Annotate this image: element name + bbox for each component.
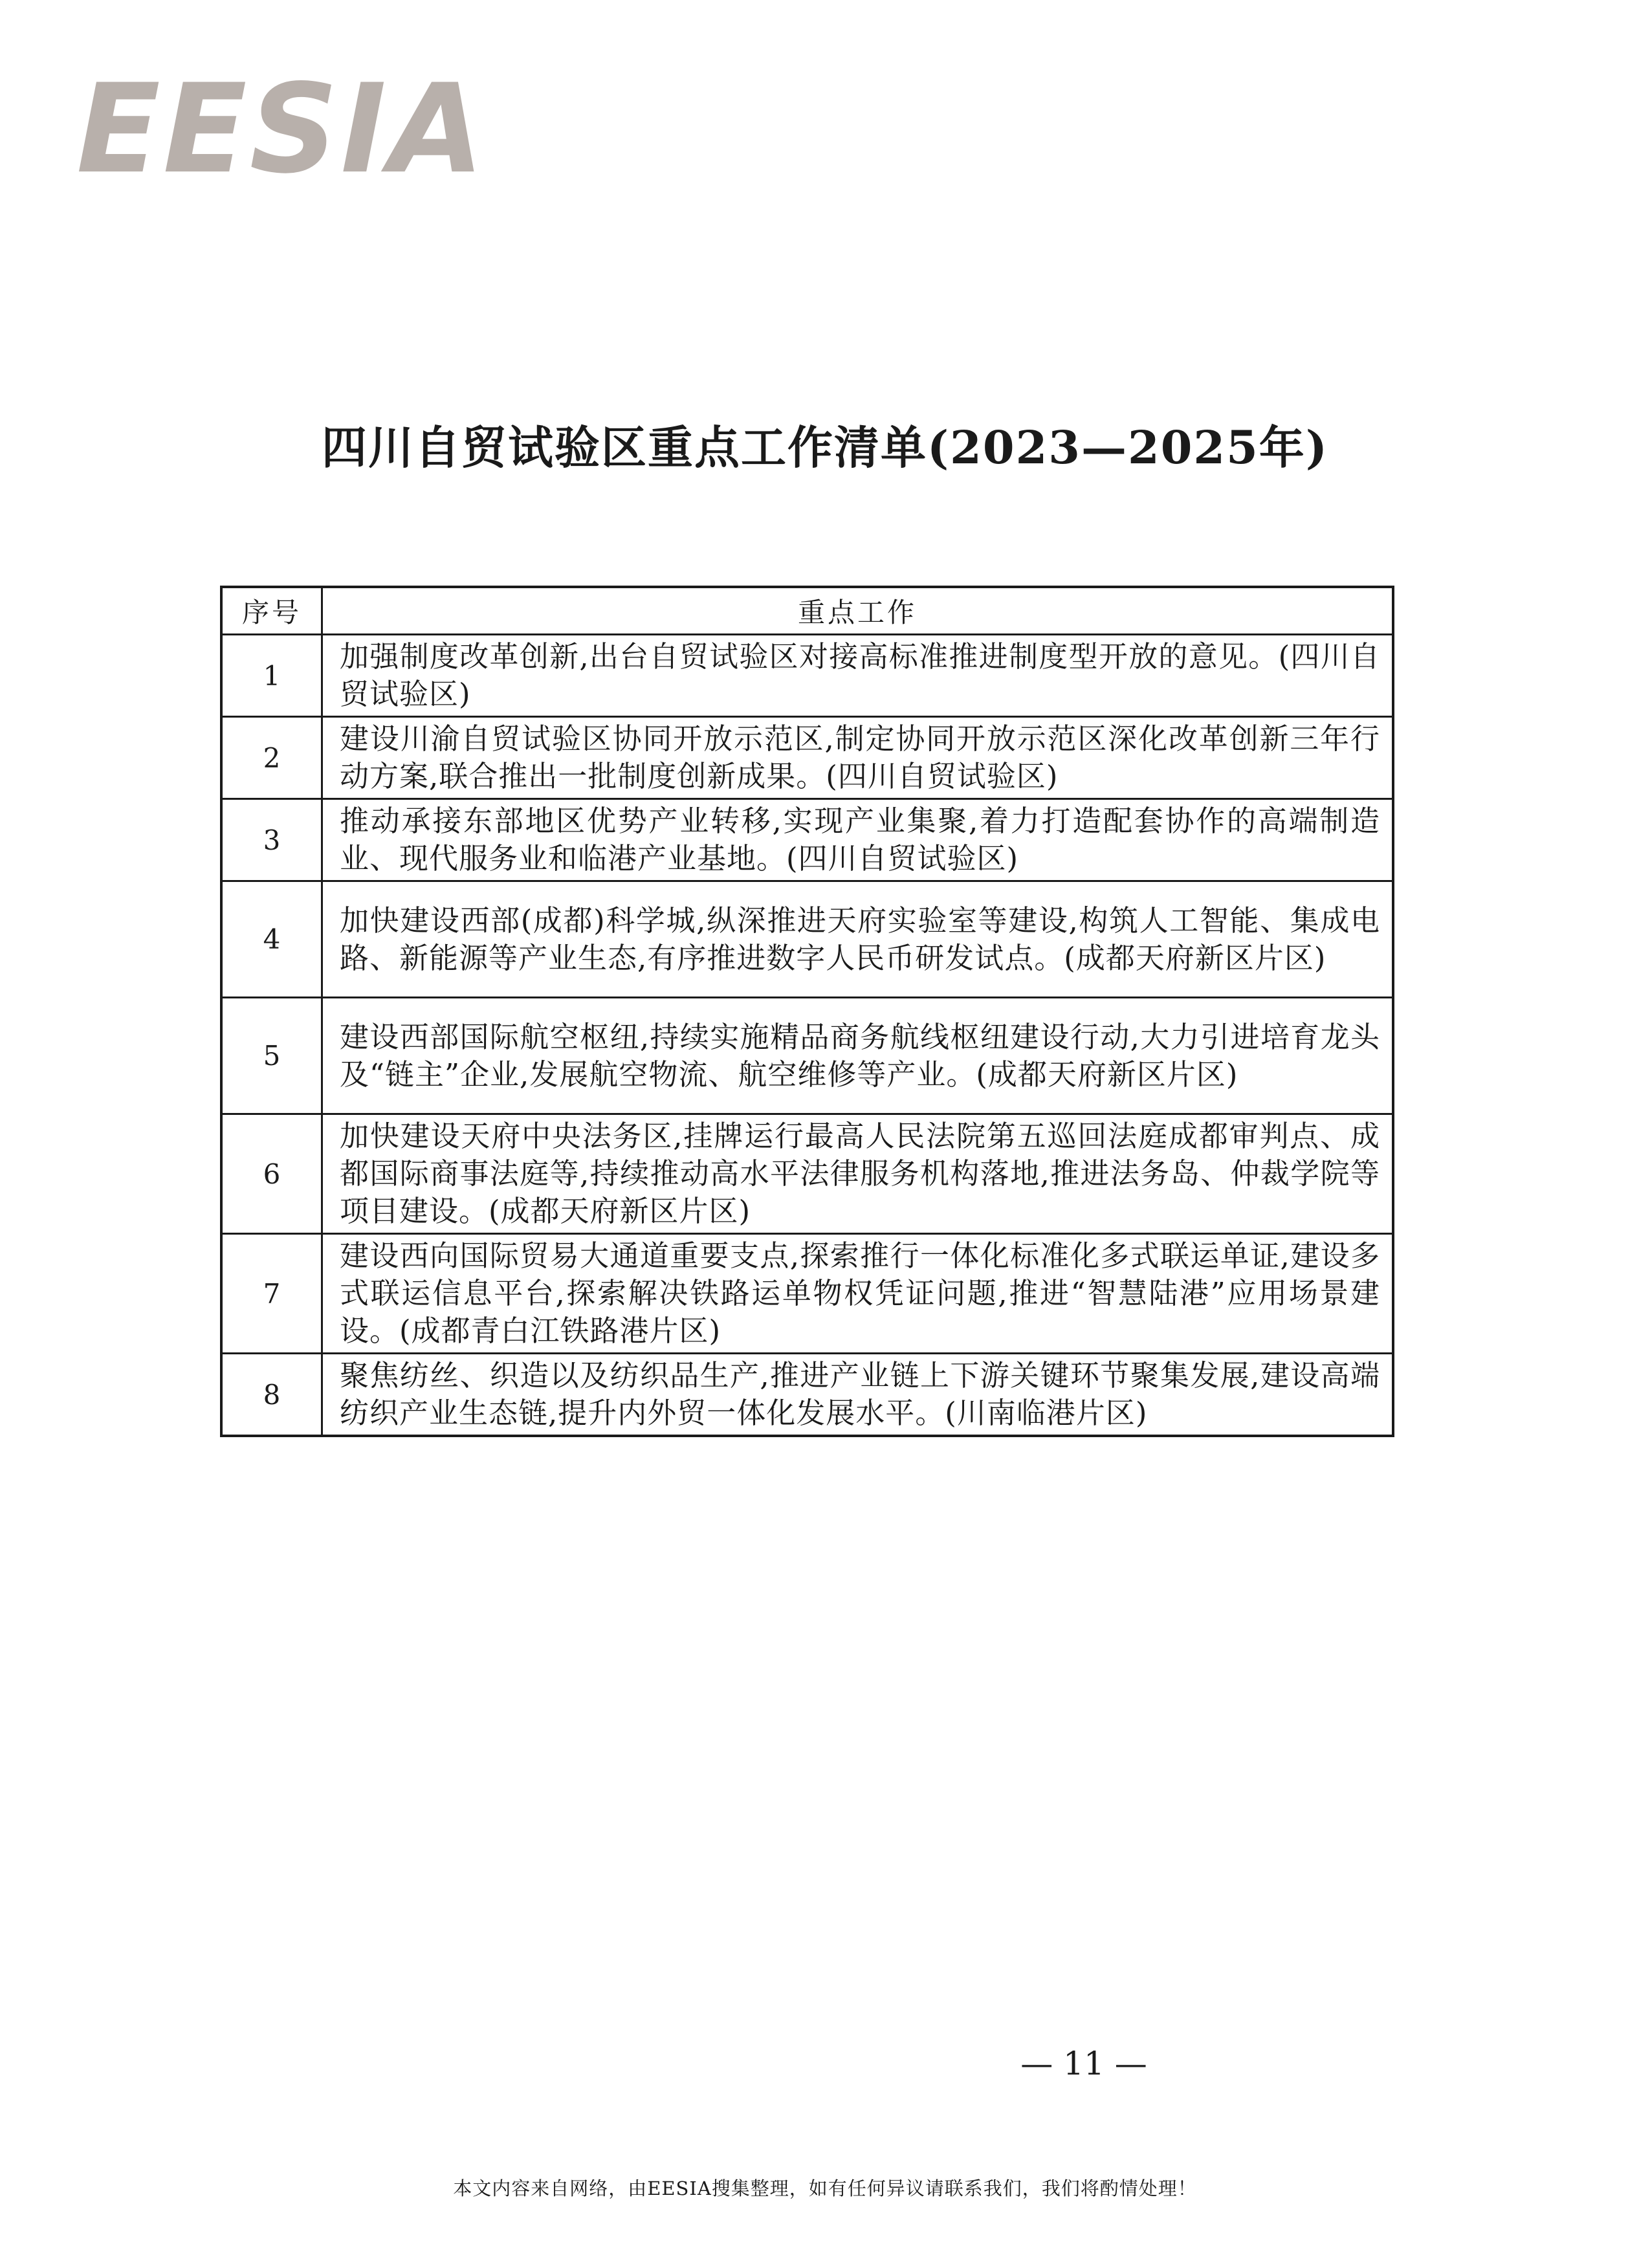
row-number: 4 <box>221 881 322 998</box>
table-row <box>221 799 1393 881</box>
header-work: 重点工作 <box>322 587 1394 635</box>
row-number: 2 <box>221 717 322 799</box>
table-row <box>221 1114 1393 1234</box>
row-content: 建设西向国际贸易大通道重要支点,探索推行一体化标准化多式联运单证,建设多式联运信息平台,探索解决铁路运单物权凭证问题,推进“智慧陆港”应用场景建设。(成都青白江铁路港片区) <box>322 1234 1394 1354</box>
document-title: 四川自贸试验区重点工作清单(2023—2025年) <box>322 421 1328 474</box>
footer-note: 本文内容来自网络，由EESIA搜集整理，如有任何异议请联系我们，我们将酌情处理！ <box>453 2177 1197 2199</box>
row-content: 聚焦纺丝、织造以及纺织品生产,推进产业链上下游关键环节聚集发展,建设高端纺织产业生态链,提升内外贸一体化发展水平。(川南临港片区) <box>322 1354 1394 1437</box>
row-number: 1 <box>221 635 322 717</box>
eesia-logo: EESIA <box>76 58 487 201</box>
row-content: 加快建设天府中央法务区,挂牌运行最高人民法院第五巡回法庭成都审判点、成都国际商事法庭等,持续推动高水平法律服务机构落地,推进法务岛、仲裁学院等项目建设。(成都天府新区片区) <box>322 1114 1394 1234</box>
table-row <box>221 1354 1393 1437</box>
row-content: 加强制度改革创新,出台自贸试验区对接高标准推进制度型开放的意见。(四川自贸试验区) <box>322 635 1394 717</box>
work-list-table-container <box>220 586 1394 1437</box>
table-row <box>221 998 1393 1114</box>
table-row <box>221 635 1393 717</box>
header-number: 序号 <box>221 587 322 635</box>
row-content: 推动承接东部地区优势产业转移,实现产业集聚,着力打造配套协作的高端制造业、现代服务业和临港产业基地。(四川自贸试验区) <box>322 799 1394 881</box>
row-number: 3 <box>221 799 322 881</box>
table-row <box>221 881 1393 998</box>
table-header-row <box>221 587 1393 635</box>
work-list-table <box>220 586 1394 1437</box>
row-number: 8 <box>221 1354 322 1437</box>
table-row <box>221 1234 1393 1354</box>
row-number: 5 <box>221 998 322 1114</box>
row-number: 6 <box>221 1114 322 1234</box>
page-number: — 11 — <box>1020 2045 1147 2082</box>
row-number: 7 <box>221 1234 322 1354</box>
table-row <box>221 717 1393 799</box>
row-content: 建设川渝自贸试验区协同开放示范区,制定协同开放示范区深化改革创新三年行动方案,联合推出一批制度创新成果。(四川自贸试验区) <box>322 717 1394 799</box>
row-content: 建设西部国际航空枢纽,持续实施精品商务航线枢纽建设行动,大力引进培育龙头及“链主”企业,发展航空物流、航空维修等产业。(成都天府新区片区) <box>322 998 1394 1114</box>
row-content: 加快建设西部(成都)科学城,纵深推进天府实验室等建设,构筑人工智能、集成电路、新能源等产业生态,有序推进数字人民币研发试点。(成都天府新区片区) <box>322 881 1394 998</box>
